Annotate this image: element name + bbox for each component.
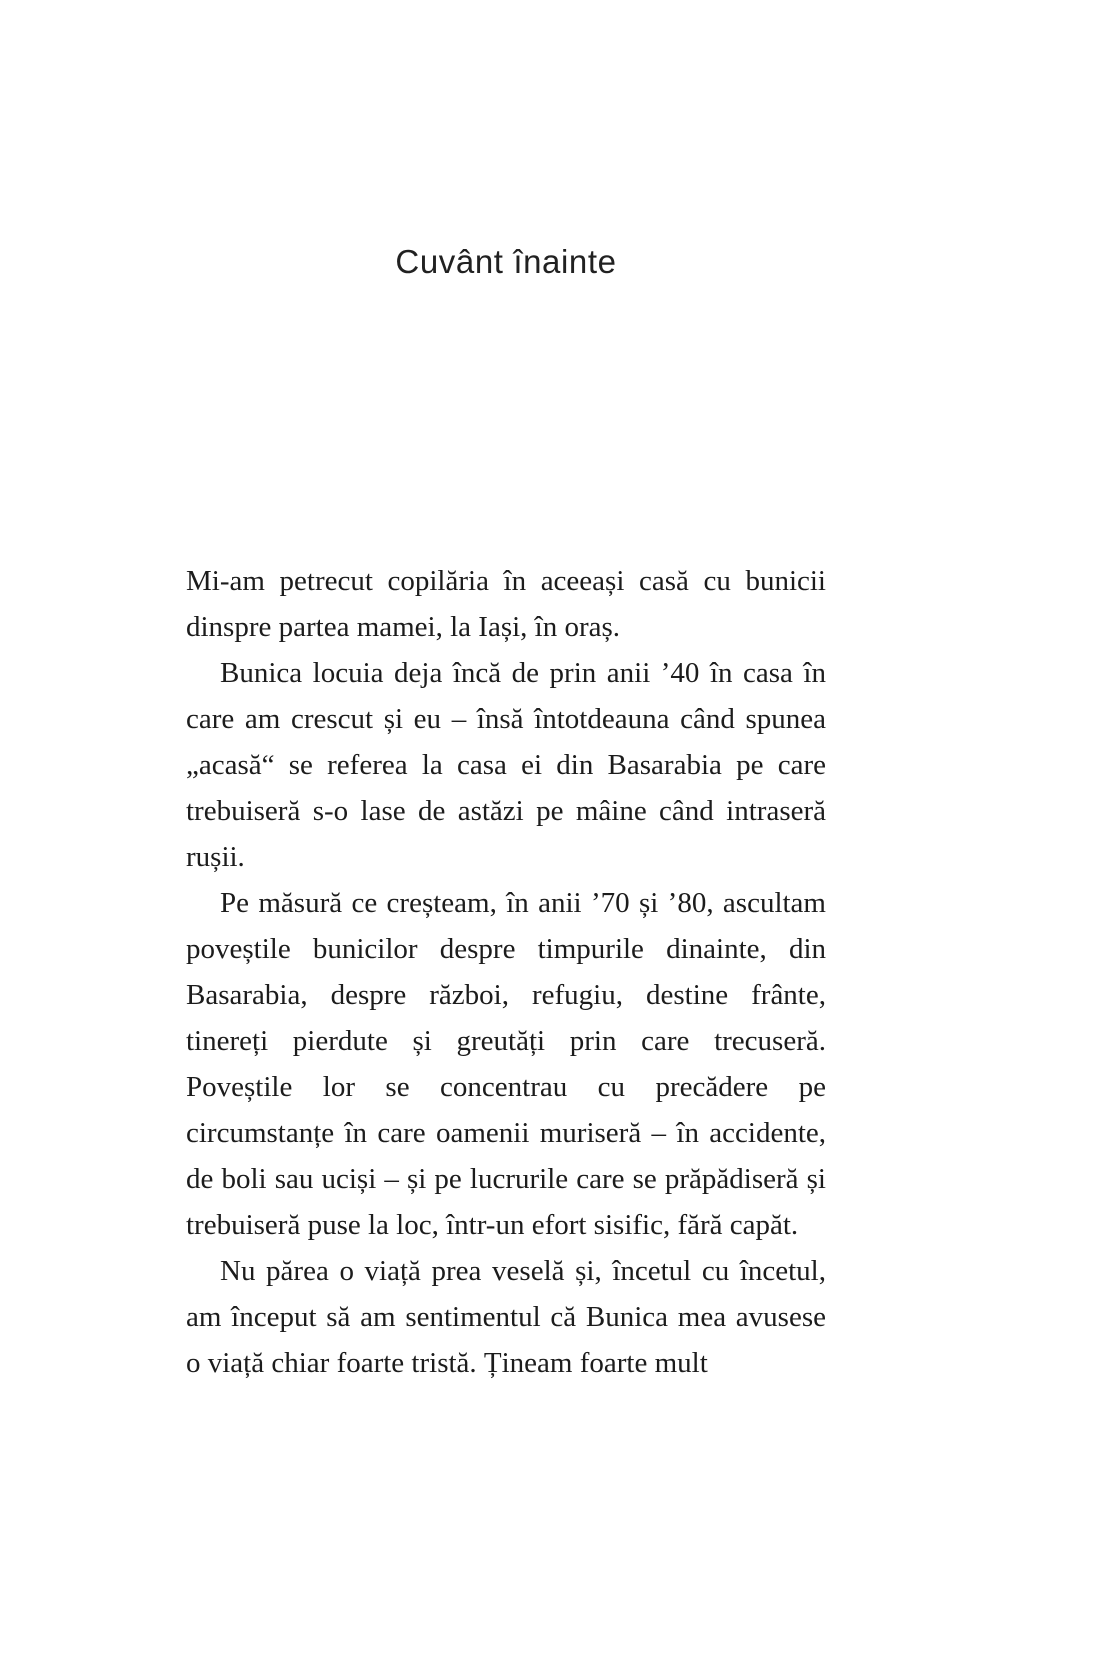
paragraph: Mi-am petrecut copilăria în aceeași casă cu bunicii dinspre partea mamei, la Iași, în oraș. xyxy=(186,565,826,643)
text-block xyxy=(186,558,826,1386)
paragraph: Pe măsură ce creșteam, în anii ’70 și ’80, ascultam poveștile bunicilor despre timpurile dinainte, din Basarabia, despre război, refugiu, destine frânte, tinereți pierdute și greutăți prin care trecuseră. Poveștile lor se concentrau cu precădere pe circumstanțe în care oamenii muriseră – în accidente, de boli sau uciși – și pe lucrurile care se prăpădiseră și trebuiseră puse la loc, într-un efort sisific, fără capăt. xyxy=(186,887,826,1241)
paragraph: Bunica locuia deja încă de prin anii ’40 în casa în care am crescut și eu – însă întotdeauna când spunea „acasă“ se referea la casa ei din Basarabia pe care trebuiseră s-o lase de astăzi pe mâine când intraseră rușii. xyxy=(186,657,826,873)
chapter-title: Cuvânt înainte xyxy=(395,243,617,280)
paragraph: Nu părea o viață prea veselă și, încetul cu încetul, am început să am sentimentul că Bunica mea avusese o viață chiar foarte tristă. Țineam foarte mult xyxy=(186,1255,826,1379)
